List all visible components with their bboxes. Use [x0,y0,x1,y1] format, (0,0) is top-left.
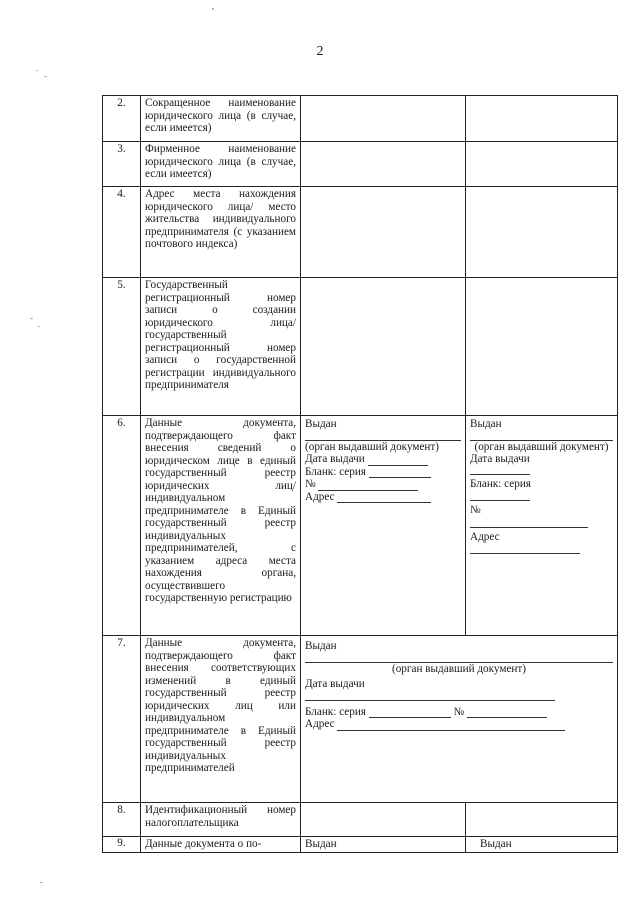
address-line[interactable] [337,502,431,503]
value-cell[interactable] [301,803,466,837]
number-label: № [305,478,316,490]
row-label: Государственный регистрационный номер записи о создании юридического лица/ государственный регистрационный номер записи о государственной регистрации индивидуального предпринимателя [141,278,301,416]
issuer-cell [301,636,618,803]
scan-speck [212,8,214,10]
row-label: Сокращенное наименование юридического лица (в случае, если имеется) [141,96,301,142]
table-row [103,803,618,837]
info-table [102,95,618,853]
value-cell[interactable] [301,278,466,416]
issuer-cell [301,416,466,636]
address-label: Адрес [305,718,335,730]
issuer-caption: (орган выдавший документ) [305,440,440,453]
blank-series-line[interactable] [470,490,530,501]
issuer-line[interactable] [470,431,613,441]
row-label: Данные документа о по- [141,837,301,853]
blank-series-label: Бланк: серия [470,477,531,490]
row-number: 9. [103,837,141,853]
issuer-caption: (орган выдавший документ) [474,440,609,453]
scan-speck [36,70,38,71]
number-line[interactable] [470,517,588,528]
table-row [103,636,618,803]
address-label: Адрес [470,530,500,543]
value-cell[interactable] [301,96,466,142]
issued-label: Выдан [305,640,337,652]
issued-label: Выдан [470,418,502,430]
issued-label: Выдан [305,418,337,430]
table-row [103,837,618,853]
value-cell[interactable] [466,278,618,416]
value-cell[interactable] [466,96,618,142]
address-label: Адрес [305,490,335,503]
scan-speck [40,882,43,883]
blank-series-label: Бланк: серия [305,465,366,478]
address-line[interactable] [337,730,565,731]
table-row [103,278,618,416]
value-cell[interactable] [466,142,618,187]
issued-label: Выдан [466,837,618,853]
table-row [103,142,618,187]
row-number: 2. [103,96,141,142]
number-label: № [453,705,465,718]
issuer-cell [466,416,618,636]
scan-speck [30,318,33,319]
row-label: Данные документа, подтверждающего факт внесения сведений о юридическом лице в единый государственный реестр юридических лиц/ индивидуальном предпринимателе в Единый государственный реестр индивидуальных предпринимателей, с указанием адреса места нахождения органа, осуществившего государственную регистрацию [141,416,301,636]
table-row [103,96,618,142]
row-label: Данные документа, подтверждающего факт внесения соответствующих изменений в единый государственный реестр юридических лиц или индивидуальном предпринимателе в Единый государственный реестр индивидуальных предпринимателей [141,636,301,803]
issuer-line[interactable] [305,431,461,441]
issue-date-label: Дата выдачи [305,453,365,465]
blank-series-label: Бланк: серия [305,705,366,718]
value-cell[interactable] [466,187,618,278]
row-number: 6. [103,416,141,636]
issued-label: Выдан [301,837,466,853]
row-label: Фирменное наименование юридического лица (в случае, если имеется) [141,142,301,187]
row-number: 7. [103,636,141,803]
issuer-line[interactable] [305,653,613,663]
row-label: Идентификационный номер налогоплательщика [141,803,301,837]
value-cell[interactable] [301,142,466,187]
value-cell[interactable] [301,187,466,278]
issue-date-label: Дата выдачи [470,453,530,465]
table-row [103,187,618,278]
row-number: 4. [103,187,141,278]
issue-date-line[interactable] [470,466,530,475]
address-line[interactable] [470,543,580,554]
row-number: 3. [103,142,141,187]
issue-date-label: Дата выдачи [305,678,365,690]
row-number: 5. [103,278,141,416]
value-cell[interactable] [466,803,618,837]
scan-speck [44,76,47,77]
number-label: № [470,504,481,516]
table-row [103,416,618,636]
row-label: Адрес места нахождения юридического лица/ место жительства индивидуального предпринимателя (с указанием почтового индекса) [141,187,301,278]
page-number: 2 [316,44,324,59]
scan-speck [38,326,40,327]
row-number: 8. [103,803,141,837]
issuer-caption: (орган выдавший документ) [391,662,527,675]
issue-date-line[interactable] [305,691,555,701]
